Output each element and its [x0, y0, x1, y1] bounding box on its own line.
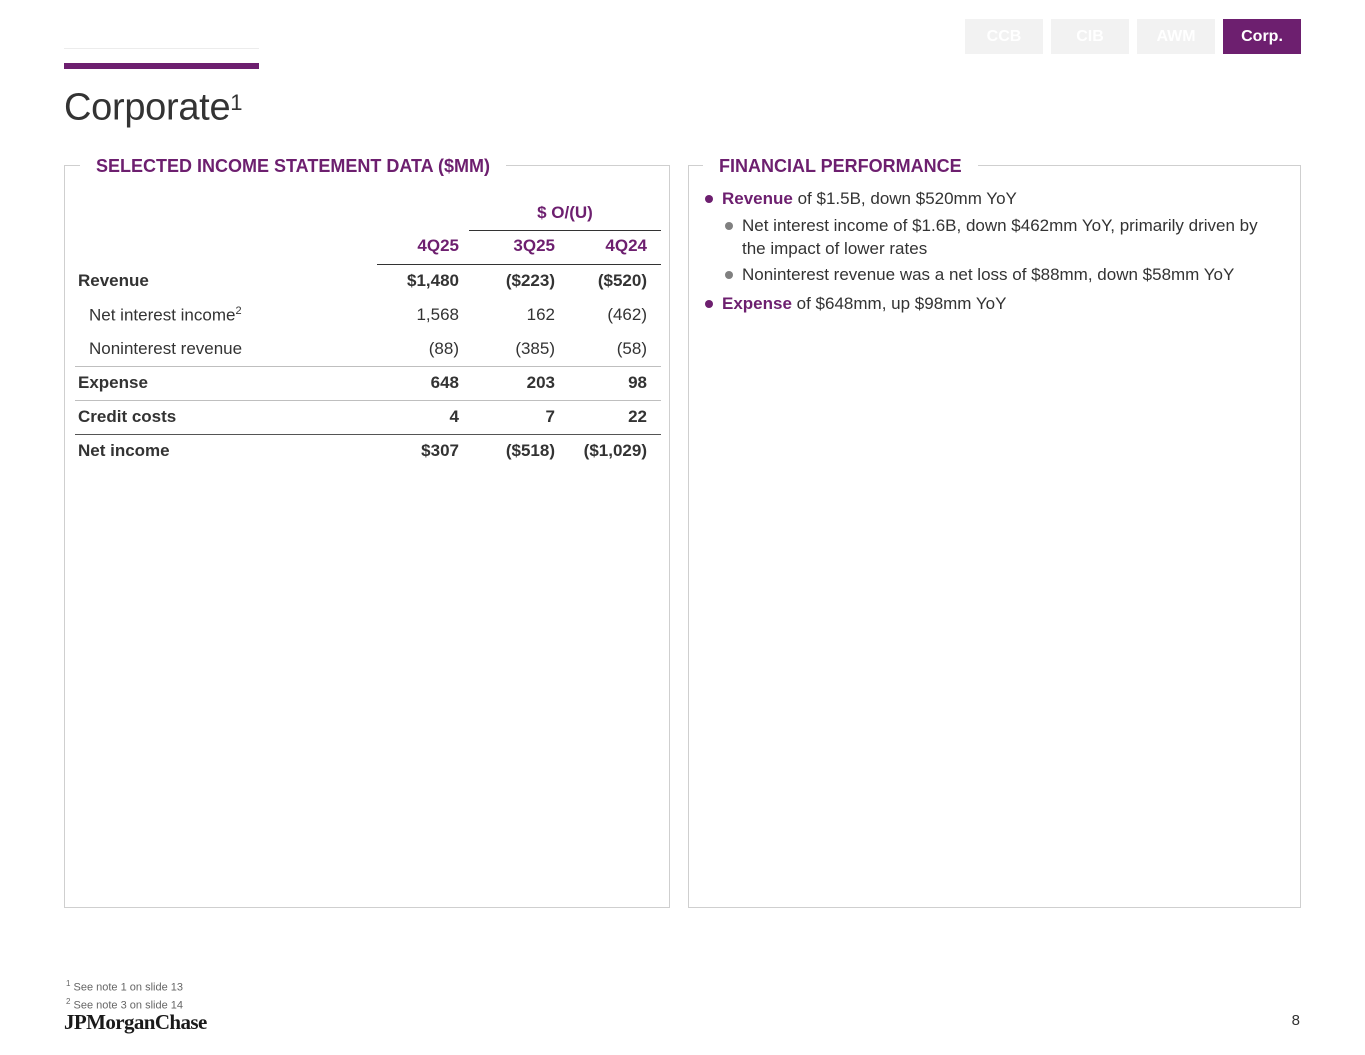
cell-value: $1,480 [407, 271, 459, 291]
table-row-expense [75, 366, 661, 400]
bullet-expense [705, 292, 1285, 315]
financial-performance-heading: FINANCIAL PERFORMANCE [703, 155, 978, 177]
header-divider [64, 48, 259, 49]
column-header: 3Q25 [469, 230, 565, 264]
cell-value: 98 [565, 366, 661, 400]
cell-value: (385) [515, 338, 555, 358]
footnote-number: 2 [66, 996, 71, 1006]
table-row-revenue [75, 264, 661, 298]
cell-value: 22 [565, 400, 661, 434]
bullet-text: of $648mm, up $98mm YoY [791, 294, 1007, 313]
sub-bullet-list [722, 214, 1285, 286]
cell-value: ($518) [469, 434, 565, 468]
performance-bullet-list [705, 187, 1285, 321]
cell-value: (462) [607, 305, 647, 324]
cell-value: 4 [377, 400, 469, 434]
sub-bullet [722, 214, 1285, 260]
footnote-number: 1 [66, 979, 71, 988]
cell-value: 7 [469, 400, 565, 434]
income-statement-heading: SELECTED INCOME STATEMENT DATA ($MM) [80, 155, 506, 177]
footnote-text: See note 1 on slide 13 [73, 981, 183, 994]
cell-value: 203 [469, 366, 565, 400]
table-row-noninterest-revenue [75, 332, 661, 366]
income-statement-table [75, 196, 661, 468]
column-header: 4Q25 [377, 230, 469, 264]
bullet-dot-icon [705, 300, 713, 308]
sub-bullet [722, 263, 1285, 286]
table-header-change-row [75, 196, 661, 230]
table-row-net-interest-income [75, 298, 661, 332]
row-label: Expense [75, 366, 377, 400]
accent-bar [64, 63, 259, 69]
row-label: Noninterest revenue [89, 338, 243, 358]
cell-value: 648 [377, 366, 469, 400]
page-number: 8 [1291, 1012, 1300, 1029]
cell-value: 1,568 [416, 305, 459, 324]
tab-ccb[interactable]: CCB [965, 19, 1043, 54]
row-label: Credit costs [75, 400, 377, 434]
table-row-net-income [75, 434, 661, 468]
table-header-row [75, 230, 661, 264]
bullet-revenue [705, 187, 1285, 286]
cell-value: ($520) [597, 271, 647, 291]
bullet-lead: Revenue [722, 189, 793, 208]
sub-bullet-text: Noninterest revenue was a net loss of $88mm, down $58mm YoY [742, 265, 1235, 284]
page-title [64, 86, 242, 130]
bullet-lead: Expense [722, 294, 792, 313]
cell-value: (58) [616, 338, 647, 358]
footnote-text: See note 3 on slide 14 [73, 999, 183, 1012]
page-title-text: Corporate [64, 86, 231, 129]
row-label [75, 298, 377, 332]
sub-bullet-dot-icon [725, 271, 733, 279]
table-row-credit-costs [75, 400, 661, 434]
sub-bullet-text: Net interest income of $1.6B, down $462mm YoY, primarily driven by the impact of lower rates [742, 216, 1258, 258]
title-footnote-marker: 1 [230, 90, 243, 115]
row-label: Net income [75, 434, 377, 468]
footnote [66, 977, 183, 995]
footnotes [66, 977, 183, 1012]
cell-value: ($223) [505, 271, 555, 291]
segment-tabs [965, 19, 1301, 54]
bullet-dot-icon [705, 195, 713, 203]
financial-performance-panel [688, 156, 1301, 908]
row-label: Revenue [78, 271, 149, 290]
row-footnote-marker: 2 [235, 304, 242, 317]
company-logo: JPMorganChase [64, 1010, 207, 1034]
tab-cib[interactable]: CIB [1051, 19, 1129, 54]
sub-bullet-dot-icon [725, 222, 733, 230]
tab-corp[interactable]: Corp. [1223, 19, 1301, 54]
bullet-text: of $1.5B, down $520mm YoY [792, 189, 1017, 208]
income-statement-panel [64, 156, 670, 908]
cell-value: (88) [428, 338, 459, 358]
cell-value: 162 [526, 305, 555, 324]
column-header: 4Q24 [565, 230, 661, 264]
row-label-text: Net interest income [89, 305, 236, 325]
cell-value: $307 [377, 434, 469, 468]
change-header: $ O/(U) [469, 196, 661, 230]
tab-awm[interactable]: AWM [1137, 19, 1215, 54]
cell-value: ($1,029) [565, 434, 661, 468]
